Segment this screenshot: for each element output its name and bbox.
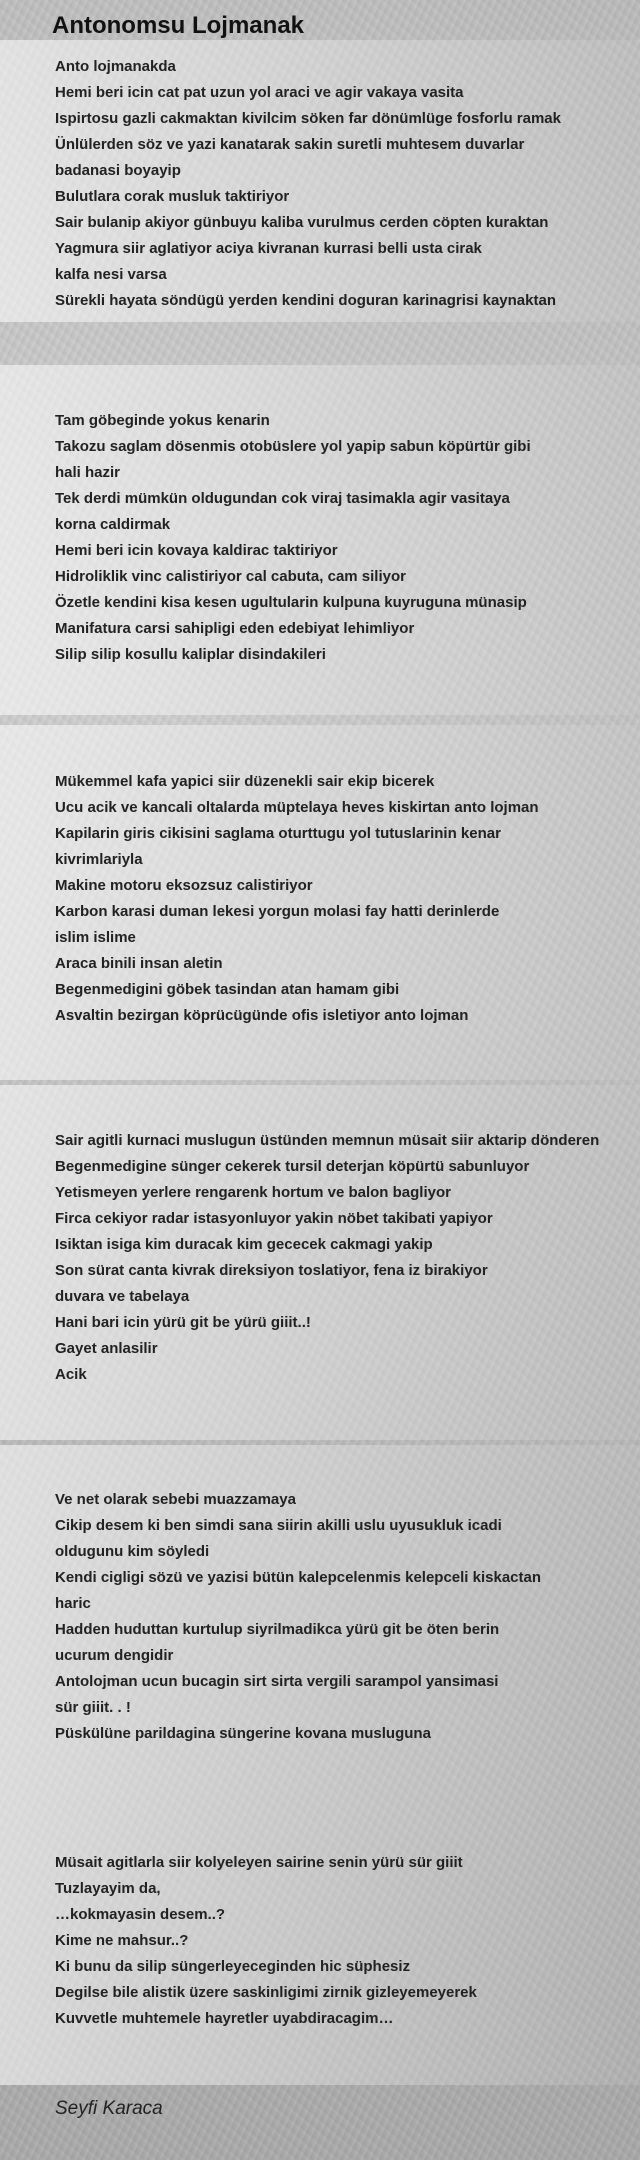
stanza-lines-5 [55, 1487, 541, 1747]
stanza-lines-1 [55, 54, 561, 314]
poem-line: Kendi cigligi sözü ve yazisi bütün kalepcelenmis kelepceli kiskactan [55, 1569, 542, 1586]
stanza-block-1 [0, 40, 640, 322]
poem-line: Karbon karasi duman lekesi yorgun molasi fay hatti derinlerde [55, 903, 500, 920]
poem-line: Kime ne mahsur..? [55, 1932, 189, 1949]
stanza-lines-3 [55, 769, 539, 1029]
poem-title: Antonomsu Lojmanak [52, 12, 305, 39]
poem-line: Püskülüne parildagina süngerine kovana musluguna [55, 1725, 431, 1742]
poem-line: Kuvvetle muhtemele hayretler uyabdiracagim… [55, 2010, 394, 2027]
poem-line: Ve net olarak sebebi muazzamaya [55, 1491, 296, 1508]
poem-line: korna caldirmak [55, 516, 171, 533]
poem-line: Araca binili insan aletin [55, 955, 223, 972]
poem-line: Tuzlayayim da, [55, 1880, 161, 1897]
poem-line: Manifatura carsi sahipligi eden edebiyat lehimliyor [55, 620, 415, 637]
poem-line: islim islime [55, 929, 136, 946]
poem-line: Kapilarin giris cikisini saglama oturttugu yol tutuslarinin kenar [55, 825, 501, 842]
poem-line: hali hazir [55, 464, 121, 481]
poem-line: Begenmedigine sünger cekerek tursil deterjan köpürtü sabunluyor [55, 1158, 530, 1175]
poem-line: Özetle kendini kisa kesen ugultularin kulpuna kuyruguna münasip [55, 594, 527, 611]
poem-line: kivrimlariyla [55, 851, 143, 868]
poem-line: Acik [55, 1366, 87, 1383]
author-signature: Seyfi Karaca [55, 2098, 163, 2119]
poem-line: Cikip desem ki ben simdi sana siirin akilli uslu uyusukluk icadi [55, 1517, 502, 1534]
poem-line: Sair bulanip akiyor günbuyu kaliba vurulmus cerden cöpten kuraktan [55, 214, 549, 231]
poem-line: Silip silip kosullu kaliplar disindakileri [55, 646, 326, 663]
poem-line: Son sürat canta kivrak direksiyon toslatiyor, fena iz birakiyor [55, 1262, 488, 1279]
poem-line: Firca cekiyor radar istasyonluyor yakin nöbet takibati yapiyor [55, 1210, 493, 1227]
poem-line: haric [55, 1595, 91, 1612]
poem-line: Sair agitli kurnaci muslugun üstünden memnun müsait siir aktarip dönderen [55, 1132, 600, 1149]
poem-line: Makine motoru eksozsuz calistiriyor [55, 877, 313, 894]
poem-line: Yetismeyen yerlere rengarenk hortum ve balon bagliyor [55, 1184, 451, 1201]
poem-line: Takozu saglam dösenmis otobüslere yol yapip sabun köpürtür gibi [55, 438, 531, 455]
poem-line: Mükemmel kafa yapici siir düzenekli sair ekip bicerek [55, 773, 435, 790]
stanza-block-3 [0, 725, 640, 1080]
poem-line: Bulutlara corak musluk taktiriyor [55, 188, 290, 205]
poem-line: Hani bari icin yürü git be yürü giiit..! [55, 1314, 311, 1331]
poem-line: Ispirtosu gazli cakmaktan kivilcim söken far dönümlüge fosforlu ramak [55, 110, 561, 127]
poem-line: Anto lojmanakda [55, 58, 176, 75]
poem-line: Degilse bile alistik üzere saskinligimi zirnik gizleyemeyerek [55, 1984, 477, 2001]
stanza-block-2 [0, 365, 640, 715]
poem-line: oldugunu kim söyledi [55, 1543, 210, 1560]
poem-line: Müsait agitlarla siir kolyeleyen sairine senin yürü sür giiit [55, 1854, 463, 1871]
poem-line: Asvaltin bezirgan köprücügünde ofis isletiyor anto lojman [55, 1007, 469, 1024]
poem-line: Antolojman ucun bucagin sirt sirta vergili sarampol yansimasi [55, 1673, 499, 1690]
poem-line: Ucu acik ve kancali oltalarda müptelaya heves kiskirtan anto lojman [55, 799, 539, 816]
poem-line: Tam göbeginde yokus kenarin [55, 412, 270, 429]
stanza-block-5 [0, 1445, 640, 1800]
poem-line: Hidroliklik vinc calistiriyor cal cabuta, cam siliyor [55, 568, 406, 585]
poem-line: Ki bunu da silip süngerleyeceginden hic süphesiz [55, 1958, 411, 1975]
poem-line: duvara ve tabelaya [55, 1288, 190, 1305]
stanza-lines-6 [55, 1850, 477, 2032]
poem-line: kalfa nesi varsa [55, 266, 167, 283]
stanza-lines-4 [55, 1128, 599, 1388]
poem-line: Hemi beri icin cat pat uzun yol araci ve agir vakaya vasita [55, 84, 464, 101]
poem-line: Yagmura siir aglatiyor aciya kivranan kurrasi belli usta cirak [55, 240, 482, 257]
poem-line: Hadden huduttan kurtulup siyrilmadikca yürü git be öten berin [55, 1621, 500, 1638]
poem-line: Tek derdi mümkün oldugundan cok viraj tasimakla agir vasitaya [55, 490, 510, 507]
stanza-lines-2 [55, 408, 531, 668]
poem-line: …kokmayasin desem..? [55, 1906, 226, 1923]
poem-line: ucurum dengidir [55, 1647, 174, 1664]
stanza-block-4 [0, 1085, 640, 1440]
poem-line: Gayet anlasilir [55, 1340, 158, 1357]
poem-line: Isiktan isiga kim duracak kim gececek cakmagi yakip [55, 1236, 433, 1253]
poem-line: Ünlülerden söz ve yazi kanatarak sakin suretli muhtesem duvarlar [55, 136, 525, 153]
poem-line: Begenmedigini göbek tasindan atan hamam gibi [55, 981, 400, 998]
stanza-block-6 [0, 1800, 640, 2085]
poem-line: sür giiit. . ! [55, 1699, 131, 1716]
poem-line: Hemi beri icin kovaya kaldirac taktiriyor [55, 542, 338, 559]
poem-line: Sürekli hayata söndügü yerden kendini doguran karinagrisi kaynaktan [55, 292, 556, 309]
poem-line: badanasi boyayip [55, 162, 181, 179]
